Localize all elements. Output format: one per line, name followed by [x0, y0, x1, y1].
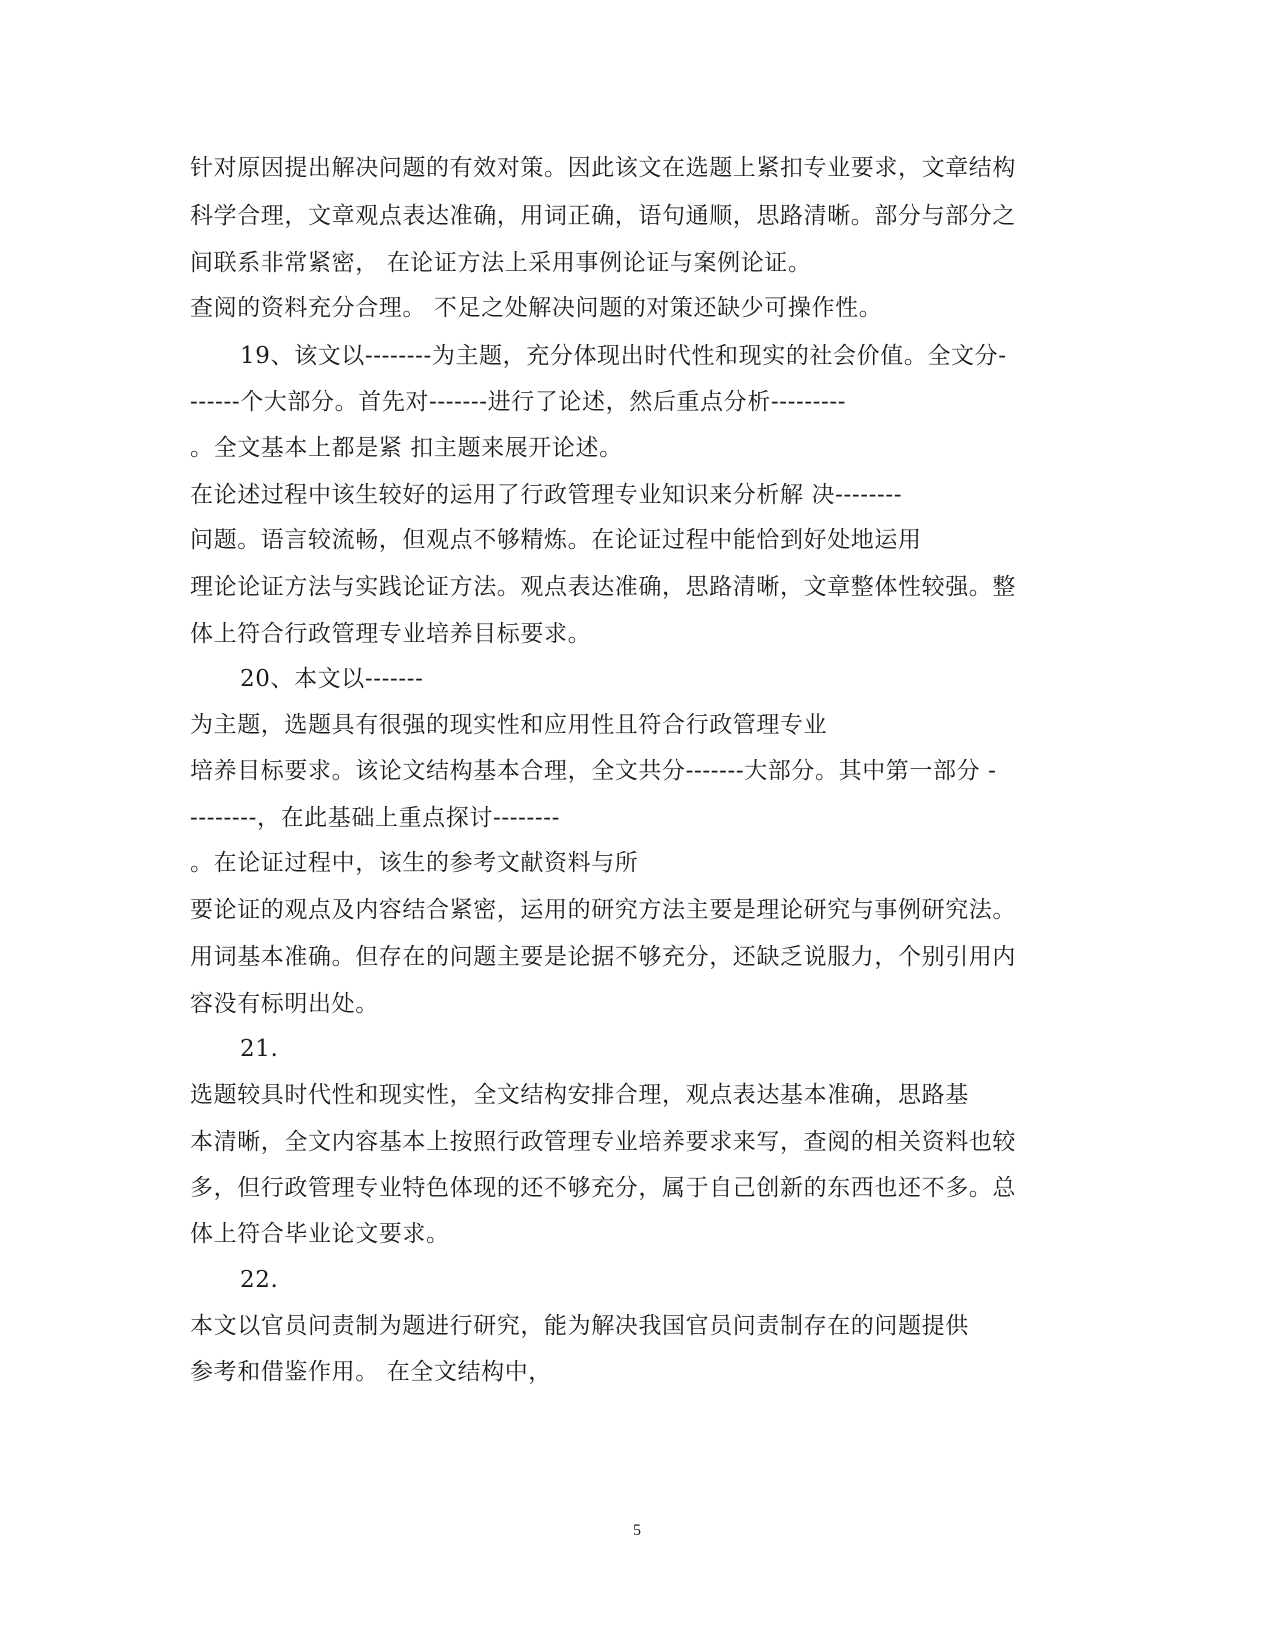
text-line: 体上符合行政管理专业培养目标要求。	[190, 621, 592, 647]
text-line: 理论论证方法与实践论证方法。观点表达准确，思路清晰，文章整体性较强。整	[190, 574, 1016, 600]
text-line: 19、该文以--------为主题，充分体现出时代性和现实的社会价值。全文分-	[240, 343, 1007, 369]
text-line: 。全文基本上都是紧 扣主题来展开论述。	[190, 435, 623, 461]
page-number: 5	[633, 1522, 641, 1539]
text-line: 本清晰，全文内容基本上按照行政管理专业培养要求来写，查阅的相关资料也较	[190, 1129, 1016, 1155]
text-line: 22.	[240, 1267, 279, 1293]
text-line: 体上符合毕业论文要求。	[190, 1221, 450, 1247]
text-line: 多，但行政管理专业特色体现的还不够充分，属于自己创新的东西也还不多。总	[190, 1175, 1016, 1201]
text-line: 20、本文以-------	[240, 666, 424, 692]
text-line: ------个大部分。首先对-------进行了论述，然后重点分析---------	[190, 389, 847, 415]
text-line: 要论证的观点及内容结合紧密，运用的研究方法主要是理论研究与事例研究法。	[190, 897, 1016, 923]
text-line: 为主题，选题具有很强的现实性和应用性且符合行政管理专业	[190, 712, 828, 738]
text-line: 参考和借鉴作用。 在全文结构中，	[190, 1359, 552, 1385]
text-line: 21.	[240, 1036, 279, 1062]
text-line: --------，在此基础上重点探讨--------	[190, 805, 560, 831]
text-line: 间联系非常紧密， 在论证方法上采用事例论证与案例论证。	[190, 250, 812, 276]
text-line: 培养目标要求。该论文结构基本合理，全文共分-------大部分。其中第一部分 -	[190, 758, 997, 784]
text-line: 科学合理，文章观点表达准确，用词正确，语句通顺，思路清晰。部分与部分之	[190, 203, 1016, 229]
text-line: 本文以官员问责制为题进行研究，能为解决我国官员问责制存在的问题提供	[190, 1313, 969, 1339]
text-line: 容没有标明出处。	[190, 991, 379, 1017]
text-line: 用词基本准确。但存在的问题主要是论据不够充分，还缺乏说服力，个别引用内	[190, 944, 1016, 970]
text-line: 在论述过程中该生较好的运用了行政管理专业知识来分析解 决--------	[190, 482, 903, 508]
text-line: 。在论证过程中，该生的参考文献资料与所	[190, 850, 639, 876]
text-line: 针对原因提出解决问题的有效对策。因此该文在选题上紧扣专业要求，文章结构	[190, 155, 1016, 181]
text-line: 查阅的资料充分合理。 不足之处解决问题的对策还缺少可操作性。	[190, 295, 883, 321]
text-line: 选题较具时代性和现实性，全文结构安排合理，观点表达基本准确，思路基	[190, 1082, 969, 1108]
text-line: 问题。语言较流畅，但观点不够精炼。在论证过程中能恰到好处地运用	[190, 527, 922, 553]
